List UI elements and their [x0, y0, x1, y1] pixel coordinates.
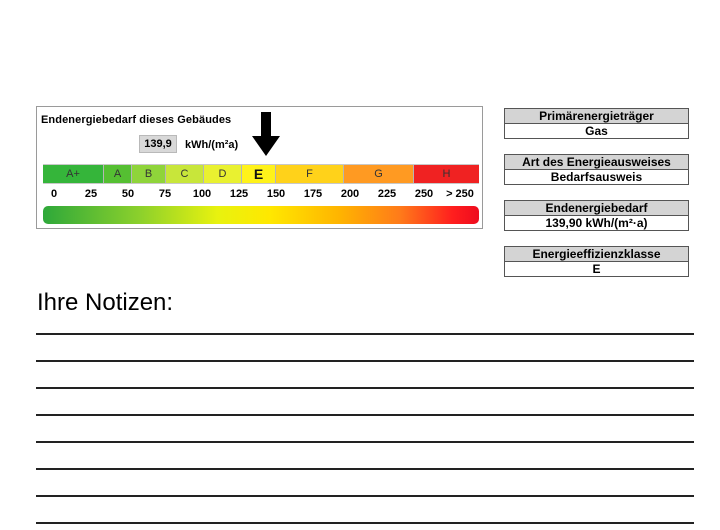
- efficiency-class-bar: [43, 164, 479, 184]
- scale-tick: 225: [377, 188, 397, 200]
- efficiency-class-f: F: [275, 165, 343, 183]
- scale-tick: 175: [303, 188, 323, 200]
- scale-tick: 25: [84, 188, 98, 200]
- efficiency-class-h: H: [413, 165, 479, 183]
- efficiency-class-b: B: [131, 165, 165, 183]
- scale-tick: 100: [192, 188, 212, 200]
- efficiency-class-g: G: [343, 165, 413, 183]
- info-value: Bedarfsausweis: [504, 170, 689, 185]
- energy-gradient-bar: [43, 206, 479, 224]
- info-final-energy-demand: [504, 200, 689, 231]
- info-efficiency-class: [504, 246, 689, 277]
- down-arrow-icon: [252, 112, 280, 156]
- efficiency-class-a: A: [103, 165, 131, 183]
- note-line: [36, 333, 694, 335]
- scale-tick: 250: [414, 188, 434, 200]
- info-value: Gas: [504, 124, 689, 139]
- energy-unit: kWh/(m²a): [185, 139, 239, 151]
- scale-tick: 150: [266, 188, 286, 200]
- scale-tick: 75: [158, 188, 172, 200]
- note-line: [36, 387, 694, 389]
- energy-value-box: 139,9: [139, 135, 177, 153]
- info-primary-energy: [504, 108, 689, 139]
- info-value: E: [504, 262, 689, 277]
- scale-tick: 200: [340, 188, 360, 200]
- note-line: [36, 495, 694, 497]
- note-line: [36, 414, 694, 416]
- note-line: [36, 522, 694, 524]
- info-value: 139,90 kWh/(m²·a): [504, 216, 689, 231]
- consumption-scale: [43, 188, 479, 202]
- energy-title: Endenergiebedarf dieses Gebäudes: [41, 114, 232, 126]
- info-label: Energieeffizienzklasse: [504, 246, 689, 262]
- efficiency-class-c: C: [165, 165, 203, 183]
- scale-tick: 0: [50, 188, 58, 200]
- efficiency-class-d: D: [203, 165, 241, 183]
- info-label: Art des Energieausweises: [504, 154, 689, 170]
- scale-tick: 50: [121, 188, 135, 200]
- note-line: [36, 441, 694, 443]
- efficiency-class-e: E: [241, 165, 275, 183]
- notes-title: Ihre Notizen:: [37, 289, 174, 316]
- scale-tick: 125: [229, 188, 249, 200]
- efficiency-class-a-plus: A+: [43, 165, 103, 183]
- note-line: [36, 360, 694, 362]
- info-label: Primärenergieträger: [504, 108, 689, 124]
- info-certificate-type: [504, 154, 689, 185]
- info-label: Endenergiebedarf: [504, 200, 689, 216]
- scale-tick: > 250: [446, 188, 474, 200]
- energy-label-panel: [36, 106, 483, 229]
- note-line: [36, 468, 694, 470]
